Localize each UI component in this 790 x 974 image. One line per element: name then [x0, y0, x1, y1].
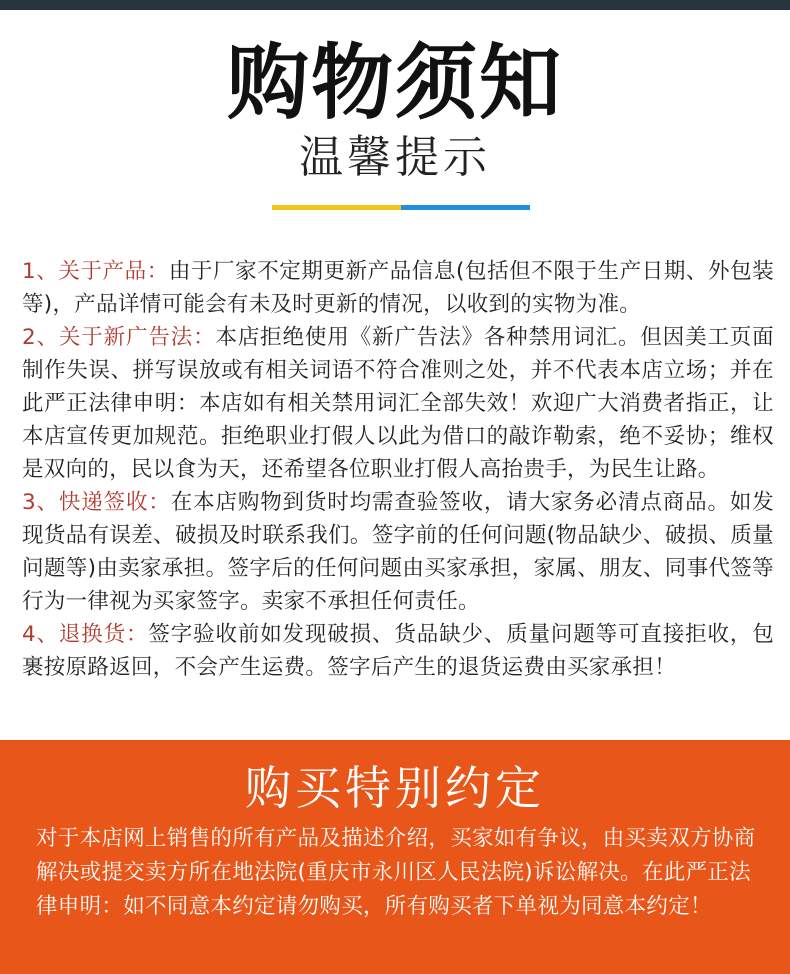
- notice-text: 在本店购物到货时均需查验签收，请大家务必清点商品。如发现货品有误差、破损及时联系我们。签字前的任何问题(物品缺少、破损、质量问题等)由卖家承担。签字后的任何问题由买家承担，家属、朋友、同事代签等行为一律视为买家签字。卖家不承担任何责任。: [22, 490, 774, 614]
- notice-list: [22, 255, 774, 684]
- divider-blue: [401, 205, 530, 210]
- notice-label: 4、退换货：: [22, 622, 149, 647]
- notice-text: 本店拒绝使用《新广告法》各种禁用词汇。但因美工页面制作失误、拼写误放或有相关词语不符合准则之处，并不代表本店立场；并在此严正法律申明：本店如有相关禁用词汇全部失效！欢迎广大消费者指正，让本店宣传更加规范。拒绝职业打假人以此为借口的敲诈勒索，绝不妥协；维权是双向的，民以食为天，还希望各位职业打假人高抬贵手，为民生让路。: [22, 325, 774, 482]
- agreement-title: 购买特别约定: [245, 761, 545, 815]
- notice-text: 签字验收前如发现破损、货品缺少、质量问题等可直接拒收，包裹按原路返回，不会产生运费。签字后产生的退货运费由买家承担！: [22, 622, 775, 680]
- page-title: 购物须知: [226, 36, 563, 131]
- notice-item-delivery: [22, 486, 774, 618]
- agreement-body: 对于本店网上销售的所有产品及描述介绍，买家如有争议，由买卖双方协商解决或提交卖方所在地法院(重庆市永川区人民法院)诉讼解决。在此严正法律申明：如不同意本约定请勿购买，所有购买者下单视为同意本约定！: [36, 826, 756, 919]
- notice-label: 1、关于产品：: [22, 259, 169, 284]
- notice-item-product: [22, 255, 774, 321]
- notice-label: 3、快递签收：: [22, 490, 171, 515]
- agreement-section: [0, 740, 790, 974]
- notice-label: 2、关于新广告法：: [22, 325, 216, 350]
- top-bar: [0, 0, 790, 10]
- notice-text: 由于厂家不定期更新产品信息(包括但不限于生产日期、外包装等)，产品详情可能会有未及时更新的情况，以收到的实物为准。: [22, 259, 774, 317]
- page-subtitle: 温馨提示: [299, 132, 491, 183]
- notice-item-ad-law: [22, 321, 774, 486]
- notice-item-returns: [22, 618, 774, 684]
- divider-yellow: [272, 205, 401, 210]
